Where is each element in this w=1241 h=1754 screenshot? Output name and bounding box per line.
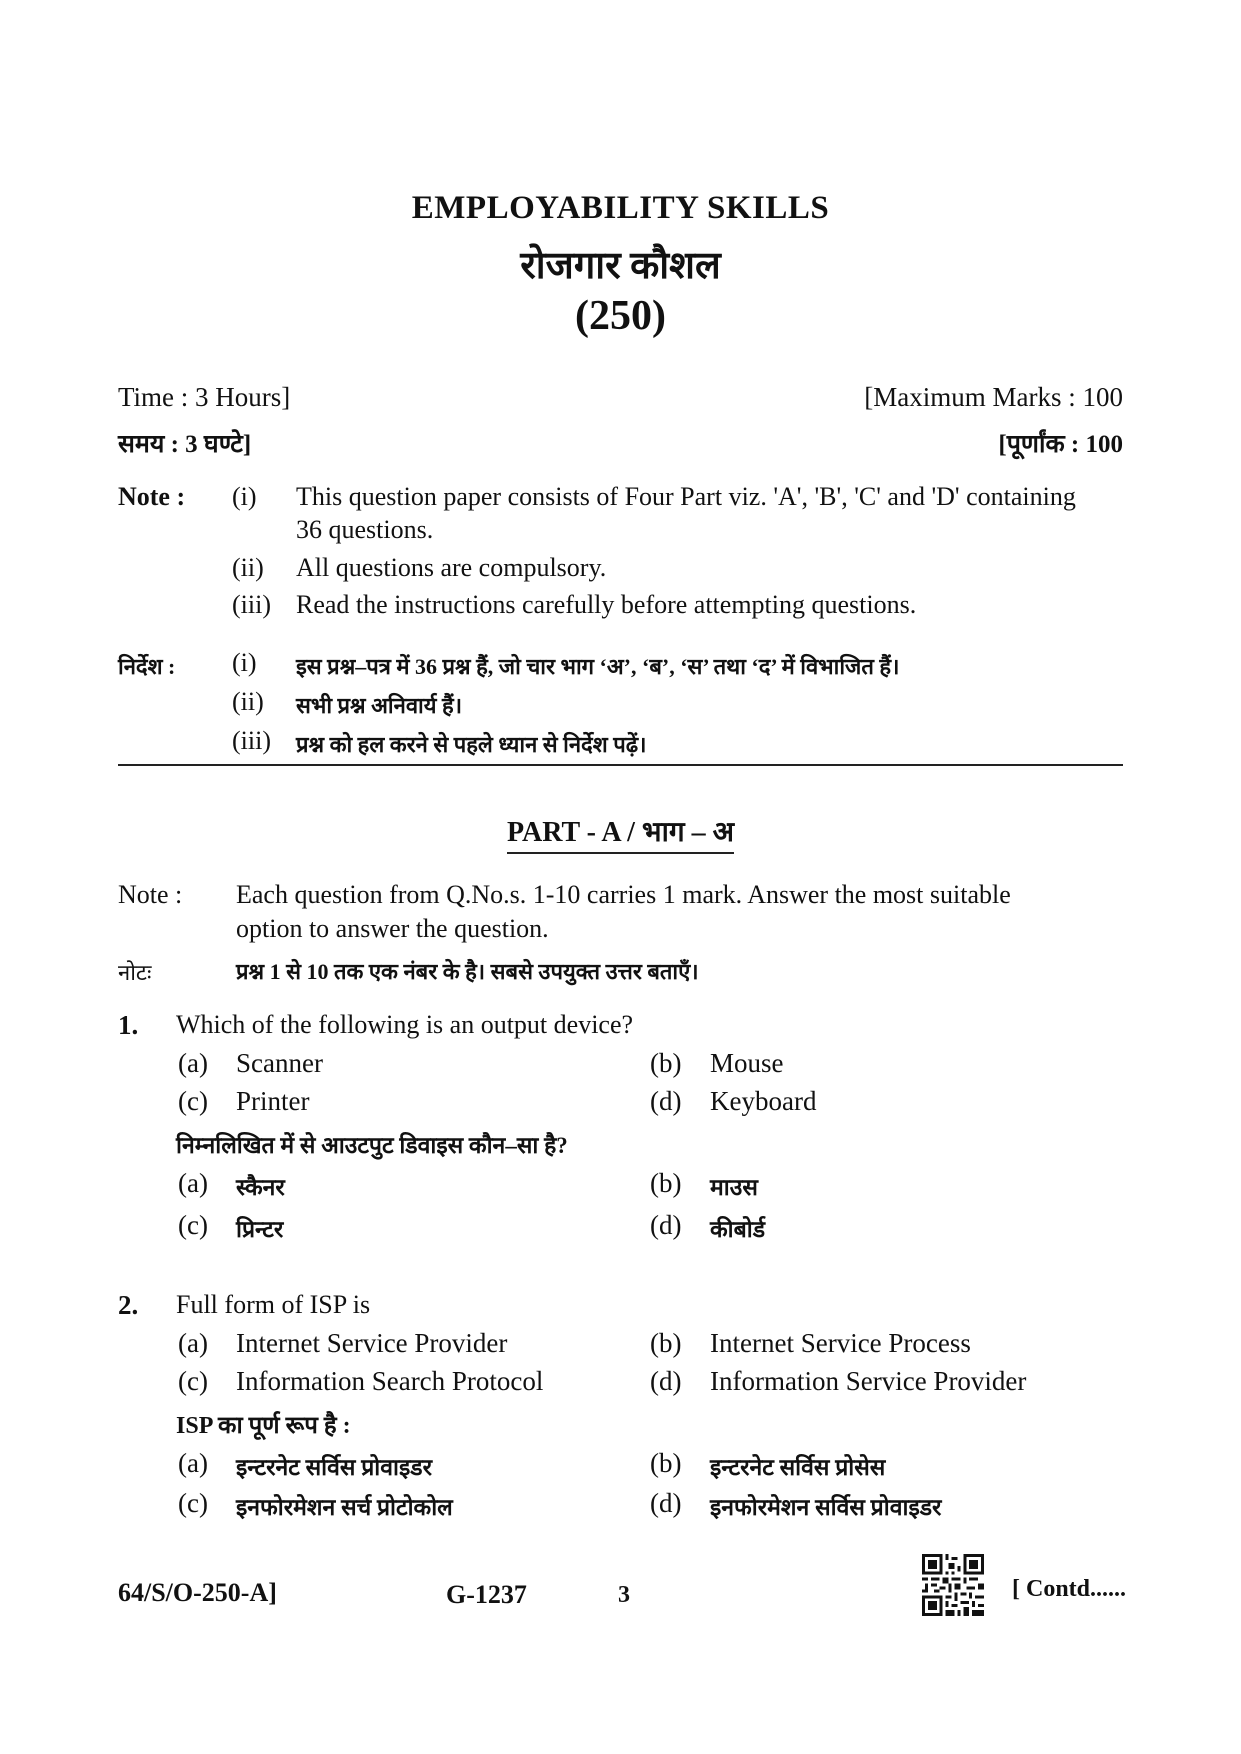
hindi-note-item-number: (i) (232, 648, 257, 677)
part-note-hindi-text: प्रश्न 1 से 10 तक एक नंबर के है। सबसे उपयुक्त उत्तर बताएँ। (236, 959, 699, 984)
option-text-hindi: इन्टरनेट सर्विस प्रोसेस (710, 1455, 886, 1480)
option-label: (a) (178, 1168, 208, 1198)
note-item-text: Read the instructions carefully before attempting questions. (296, 590, 917, 619)
option-text-hindi: माउस (710, 1175, 758, 1200)
note-item-text-continued: 36 questions. (296, 515, 434, 544)
option-text-hindi: स्कैनर (236, 1175, 285, 1200)
option-text: Internet Service Provider (236, 1328, 508, 1358)
note-item-text: All questions are compulsory. (296, 553, 607, 582)
option-label: (c) (178, 1366, 208, 1396)
option-label: (b) (650, 1048, 682, 1078)
option-text-hindi: प्रिन्टर (236, 1217, 284, 1242)
max-marks-hindi: [पूर्णांक : 100 (998, 431, 1123, 458)
option-label: (c) (178, 1210, 208, 1240)
part-a-heading (0, 812, 1241, 850)
option-label: (d) (650, 1366, 682, 1396)
option-text: Scanner (236, 1048, 323, 1078)
option-text: Mouse (710, 1048, 784, 1078)
part-a-heading-text: PART - A / भाग – अ (507, 817, 734, 854)
option-label: (a) (178, 1048, 208, 1078)
note-item-text: This question paper consists of Four Part viz. 'A', 'B', 'C' and 'D' containing (296, 482, 1076, 511)
hindi-note-item-text: इस प्रश्न–पत्र में 36 प्रश्न हैं, जो चार भाग ‘अ’, ‘ब’, ‘स’ तथा ‘द’ में विभाजित हैं। (296, 654, 900, 679)
option-label: (d) (650, 1488, 682, 1518)
option-label: (a) (178, 1328, 208, 1358)
question-text: Which of the following is an output device? (176, 1010, 634, 1039)
option-text: Keyboard (710, 1086, 817, 1116)
option-label: (b) (650, 1168, 682, 1198)
part-note-text-continued: option to answer the question. (236, 914, 549, 943)
hindi-note-item-number: (ii) (232, 687, 264, 716)
qr-code-icon (922, 1554, 984, 1616)
paper-title-hindi: रोजगार कौशल (520, 245, 721, 287)
option-label: (c) (178, 1488, 208, 1518)
option-text-hindi: इनफोरमेशन सर्च प्रोटोकोल (236, 1495, 453, 1520)
question-number: 2. (118, 1290, 139, 1320)
hindi-note-item-text: प्रश्न को हल करने से पहले ध्यान से निर्देश पढ़ें। (296, 732, 647, 757)
note-label: Note : (118, 482, 186, 511)
option-label: (c) (178, 1086, 208, 1116)
option-text: Internet Service Process (710, 1328, 971, 1358)
time-english: Time : 3 Hours] (118, 382, 291, 412)
section-divider (118, 764, 1123, 766)
part-note-hindi-label: नोटः (118, 960, 152, 985)
paper-code-footer: 64/S/O-250-A] (118, 1578, 277, 1607)
option-text: Printer (236, 1086, 310, 1116)
option-label: (a) (178, 1448, 208, 1478)
paper-title-english: EMPLOYABILITY SKILLS (411, 190, 830, 226)
option-text-hindi: कीबोर्ड (710, 1217, 766, 1242)
hindi-note-label: निर्देश : (118, 654, 176, 679)
question-text-hindi: निम्नलिखित में से आउटपुट डिवाइस कौन–सा है? (176, 1133, 568, 1158)
option-label: (b) (650, 1328, 682, 1358)
note-item-number: (i) (232, 482, 257, 511)
hindi-note-item-number: (iii) (232, 726, 271, 755)
hindi-note-item-text: सभी प्रश्न अनिवार्य हैं। (296, 693, 463, 718)
paper-code: (250) (575, 293, 666, 339)
note-item-number: (iii) (232, 590, 271, 619)
option-text-hindi: इनफोरमेशन सर्विस प्रोवाइडर (710, 1495, 942, 1520)
time-hindi: समय : 3 घण्टे] (118, 431, 252, 458)
option-label: (d) (650, 1086, 682, 1116)
question-number: 1. (118, 1010, 139, 1040)
option-text-hindi: इन्टरनेट सर्विस प्रोवाइडर (236, 1455, 433, 1480)
note-item-number: (ii) (232, 553, 264, 582)
option-label: (b) (650, 1448, 682, 1478)
question-text-hindi: ISP का पूर्ण रूप है : (176, 1413, 351, 1439)
option-text: Information Service Provider (710, 1366, 1027, 1396)
question-text: Full form of ISP is (176, 1290, 371, 1319)
part-note-label: Note : (118, 880, 183, 909)
max-marks-english: [Maximum Marks : 100 (864, 382, 1123, 412)
series-code: G-1237 (446, 1580, 527, 1609)
continued-marker: [ Contd...... (1012, 1576, 1127, 1602)
option-text: Information Search Protocol (236, 1366, 544, 1396)
option-label: (d) (650, 1210, 682, 1240)
page-number: 3 (618, 1582, 630, 1608)
part-note-text: Each question from Q.No.s. 1-10 carries 1 mark. Answer the most suitable (236, 880, 1011, 909)
